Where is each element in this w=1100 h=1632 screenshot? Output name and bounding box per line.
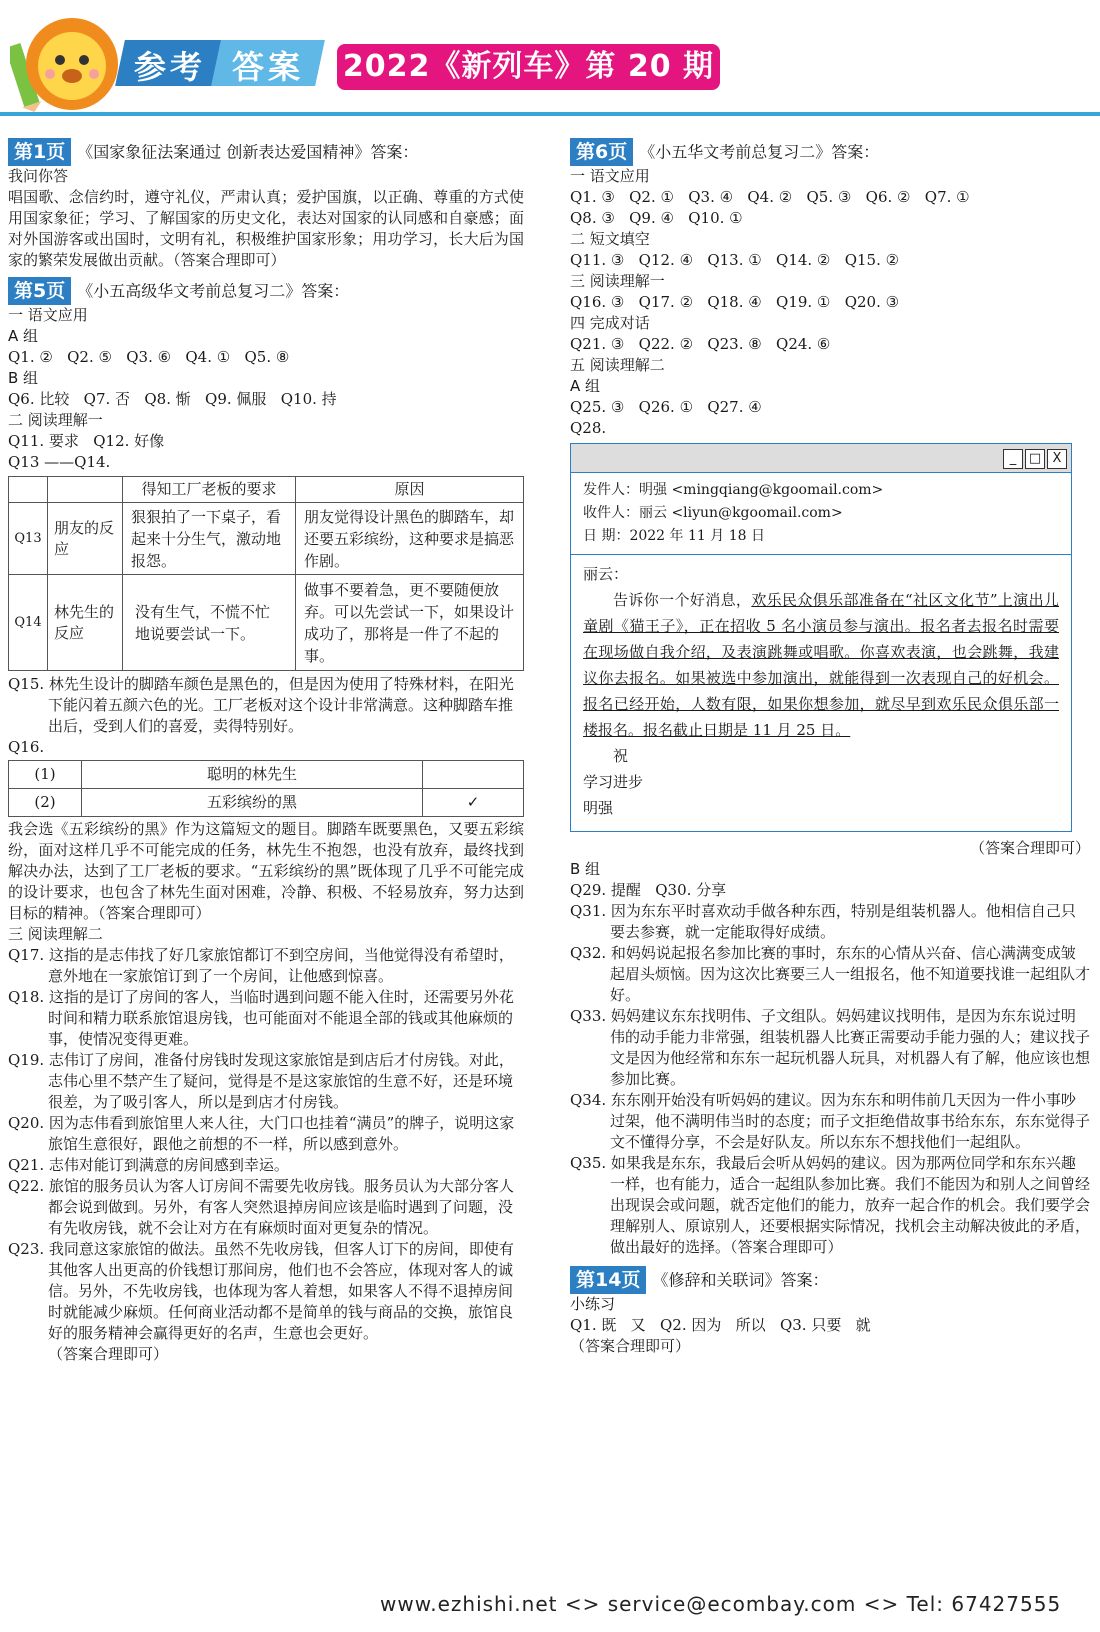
answer-paragraph: Q34. 东东刚开始没有听妈妈的建议。因为东东和明伟前几天因为一件小事吵过架，他不满明伟当时的态度；而子文拒绝借故事书给东东，东东觉得子文不懂得分享，不会是好队友。所以东东不想找他们一起组队。	[570, 1091, 1091, 1151]
email-lead: 告诉你一个好消息，	[613, 591, 752, 609]
table-cell: Q13	[9, 503, 48, 575]
table-header: 得知工厂老板的要求	[123, 477, 296, 503]
issue-title: 2022《新列车》第 20 期	[337, 44, 720, 90]
banner-text-2: 答案	[232, 48, 305, 86]
section-title: 《小五高级华文考前总复习二》答案：	[77, 281, 350, 301]
sub-heading: 四 完成对话	[570, 314, 650, 332]
group-label: B 组	[8, 369, 39, 387]
table-row	[9, 575, 524, 671]
reaction-table	[8, 476, 524, 671]
answer-paragraph: Q31. 因为东东平时喜欢动手做各种东西，特别是组装机器人。他相信自己只要去参赛，就一定能取得好成绩。	[570, 902, 1076, 941]
answer-line: Q29. 提醒 Q30. 分享	[570, 881, 727, 899]
sub-heading: 五 阅读理解二	[570, 356, 665, 374]
email-from: 发件人：明强 <mingqiang@kgoomail.com>	[583, 482, 884, 498]
header-rule	[0, 112, 1100, 116]
table-cell: 做事不要着急，更不要随便放弃。可以先尝试一下，如果设计成功了，那将是一件了不起的事。	[296, 575, 524, 671]
title-choice-table	[8, 760, 524, 817]
right-column	[570, 138, 1090, 1357]
section-title: 《国家象征法案通过 创新表达爱国精神》答案：	[77, 142, 419, 162]
answer-line: Q21. ③ Q22. ② Q23. ⑧ Q24. ⑥	[570, 335, 831, 353]
table-cell: 没有生气，不慌不忙地说要尝试一下。	[123, 575, 296, 671]
footer-contact: www.ezhishi.net <> service@ecombay.com <> Tel: 67427555	[380, 1592, 1062, 1616]
sub-heading: 小练习	[570, 1295, 616, 1313]
answer-paragraph: Q17. 这指的是志伟找了好几家旅馆都订不到空房间，当他觉得没有希望时，意外地在一家旅馆订到了一个房间，让他感到惊喜。	[8, 946, 514, 985]
answer-paragraph: Q32. 和妈妈说起报名参加比赛的事时，东东的心情从兴奋、信心满满变成皱起眉头烦恼。因为这次比赛要三人一组报名，他不知道要找谁一起组队才好。	[570, 944, 1091, 1004]
answer-line: Q25. ③ Q26. ① Q27. ④	[570, 398, 762, 416]
sub-heading: 二 阅读理解一	[8, 411, 103, 429]
email-greeting: 丽云：	[583, 565, 629, 583]
answer-line: Q11. ③ Q12. ④ Q13. ① Q14. ② Q15. ②	[570, 251, 900, 269]
window-titlebar	[571, 444, 1071, 473]
group-label: B 组	[570, 860, 601, 878]
answer-note: （答案合理即可）	[48, 1345, 169, 1363]
answer-line: Q16.	[8, 738, 45, 756]
answer-line: Q1. ② Q2. ⑤ Q3. ⑥ Q4. ① Q5. ⑧	[8, 348, 290, 366]
email-header	[571, 473, 1071, 555]
sub-heading: 三 阅读理解一	[570, 272, 665, 290]
section-title: 《小五华文考前总复习二》答案：	[639, 142, 880, 162]
table-cell: 五彩缤纷的黑	[82, 789, 423, 817]
sub-heading: 二 短文填空	[570, 230, 650, 248]
email-to: 收件人：丽云 <liyun@kgoomail.com>	[583, 505, 843, 521]
section-title: 《修辞和关联词》答案：	[652, 1270, 829, 1290]
answer-paragraph: Q19. 志伟订了房间，准备付房钱时发现这家旅馆是到店后才付房钱。对此，志伟心里不禁产生了疑问，觉得是不是这家旅馆的生意不好，还是环境很差，为了吸引客人，所以是到店才付房钱。	[8, 1051, 514, 1111]
answer-text: 唱国歌、念信约时，遵守礼仪，严肃认真；爱护国旗，以正确、尊重的方式使用国家象征；学习、了解国家的历史文化，表达对国家的认同感和自豪感；面对外国游客或出国时，文明有礼，积极维护国家形象；用功学习，长大后为国家的繁荣发展做出贡献。（答案合理即可）	[8, 188, 524, 269]
page-tag: 第5页	[8, 277, 71, 305]
email-signature: 明强	[583, 799, 614, 817]
answer-line: Q6. 比较 Q7. 否 Q8. 惭 Q9. 佩服 Q10. 持	[8, 390, 337, 408]
group-label: A 组	[570, 377, 601, 395]
table-cell: 狠狠拍了一下桌子，看起来十分生气，激动地报怨。	[123, 503, 296, 575]
section-page-5	[8, 277, 524, 1365]
answer-paragraph: Q21. 志伟对能订到满意的房间感到幸运。	[8, 1156, 289, 1174]
lion-pencil-mascot-icon	[10, 14, 130, 114]
email-date: 日 期：2022 年 11 月 18 日	[583, 528, 765, 544]
table-cell: (2)	[9, 789, 82, 817]
section-page-14	[570, 1266, 1090, 1357]
maximize-icon[interactable]: □	[1025, 449, 1045, 469]
answer-line: Q8. ③ Q9. ④ Q10. ①	[570, 209, 743, 227]
answer-note: （答案合理即可）	[969, 839, 1090, 857]
table-cell	[423, 761, 524, 789]
answer-paragraph: Q15. 林先生设计的脚踏车颜色是黑色的，但是因为使用了特殊材料，在阳光下能闪着五颜六色的光。工厂老板对这个设计非常满意。这种脚踏车推出后，受到人们的喜爱，卖得特别好。	[8, 675, 514, 735]
answer-line: Q1. 既 又 Q2. 因为 所以 Q3. 只要 就	[570, 1316, 871, 1334]
sub-heading: 三 阅读理解二	[8, 925, 103, 943]
answer-paragraph: 我会选《五彩缤纷的黑》作为这篇短文的题目。脚踏车既要黑色，又要五彩缤纷，面对这样几乎不可能完成的任务，林先生不抱怨，也没有放弃，最终找到解决办法，达到了工厂老板的要求。“五彩缤纷的黑”既体现了几乎不可能完成的设计要求，也包含了林先生面对困难，冷静、积极、不轻易放弃，努力达到目标的精神。（答案合理即可）	[8, 820, 524, 922]
page-tag: 第14页	[570, 1266, 646, 1294]
table-header: 原因	[296, 477, 524, 503]
sub-heading: 一 语文应用	[8, 306, 88, 324]
section-page-6	[570, 138, 1090, 1258]
answer-paragraph: Q35. 如果我是东东，我最后会听从妈妈的建议。因为那两位同学和东东兴趣一样，也有能力，适合一起组队参加比赛。我们不能因为和别人之间曾经出现误会或问题，就否定他们的能力，放弃一起合作的机会。我们要学会理解别人、原谅别人，还要根据实际情况，找机会主动解决彼此的矛盾，做出最好的选择。（答案合理即可）	[570, 1154, 1091, 1256]
answer-line: Q16. ③ Q17. ② Q18. ④ Q19. ① Q20. ③	[570, 293, 900, 311]
page-tag: 第6页	[570, 138, 633, 166]
answer-paragraph: Q20. 因为志伟看到旅馆里人来人往，大门口也挂着“满员”的牌子，说明这家旅馆生意很好，跟他之前想的不一样，所以感到意外。	[8, 1114, 515, 1153]
close-icon[interactable]: X	[1047, 449, 1067, 469]
page-header	[0, 0, 1100, 118]
answer-line: Q13 ——Q14.	[8, 453, 111, 471]
sub-heading: 我问你答	[8, 167, 69, 185]
email-wish-2: 学习进步	[583, 773, 644, 791]
left-column	[8, 138, 524, 1365]
section-page-1	[8, 138, 524, 271]
email-window	[570, 443, 1072, 832]
table-row	[9, 503, 524, 575]
answer-paragraph: Q23. 我同意这家旅馆的做法。虽然不先收房钱，但客人订下的房间，即使有其他客人出更高的价钱想订那间房，他们也不会答应，体现对客人的诚信。另外，不先收房钱，也体现为客人着想，如果客人不得不退掉房间时就能减少麻烦。任何商业活动都不是简单的钱与商品的交换，旅馆良好的服务精神会赢得更好的名声，生意也会更好。	[8, 1240, 514, 1342]
answer-banner	[120, 40, 320, 86]
answer-paragraph: Q18. 这指的是订了房间的客人，当临时遇到问题不能入住时，还需要另外花时间和精力联系旅馆退房钱，也可能面对不能退全部的钱或其他麻烦的事，使情况变得更难。	[8, 988, 514, 1048]
group-label: A 组	[8, 327, 39, 345]
minimize-icon[interactable]: _	[1003, 449, 1023, 469]
answer-paragraph: Q33. 妈妈建议东东找明伟、子文组队。妈妈建议找明伟，是因为东东说过明伟的动手能力非常强，组装机器人比赛正需要动手能力强的人；建议找子文是因为他经常和东东一起玩机器人玩具，对机器人有了解，他应该也想参加比赛。	[570, 1007, 1091, 1088]
email-body	[571, 555, 1071, 831]
table-cell: 朋友的反应	[48, 503, 123, 575]
answer-line: Q28.	[570, 419, 607, 437]
table-cell: 朋友觉得设计黑色的脚踏车，却还要五彩缤纷，这种要求是搞恶作剧。	[296, 503, 524, 575]
answer-note: （答案合理即可）	[570, 1337, 691, 1355]
table-cell: 聪明的林先生	[82, 761, 423, 789]
answer-paragraph: Q22. 旅馆的服务员认为客人订房间不需要先收房钱。服务员认为大部分客人都会说到做到。另外，有客人突然退掉房间应该是临时遇到了问题，没有先收房钱，就不会让对方在有麻烦时面对更复杂的情况。	[8, 1177, 514, 1237]
table-cell: (1)	[9, 761, 82, 789]
answer-line: Q1. ③ Q2. ① Q3. ④ Q4. ② Q5. ③ Q6. ② Q7. ①	[570, 188, 970, 206]
table-cell: Q14	[9, 575, 48, 671]
sub-heading: 一 语文应用	[570, 167, 650, 185]
table-cell: 林先生的反应	[48, 575, 123, 671]
email-wish: 祝	[613, 747, 629, 765]
checkmark-icon: ✓	[423, 789, 524, 817]
answer-line: Q11. 要求 Q12. 好像	[8, 432, 165, 450]
page-tag: 第1页	[8, 138, 71, 166]
email-content	[583, 587, 1059, 743]
banner-text-1: 参考	[134, 48, 207, 86]
email-main-text: 欢乐民众俱乐部准备在“社区文化节”上演出儿童剧《猫王子》，正在招收 5 名小演员参与演出。报名者去报名时需要在现场做自我介绍，及表演跳舞或唱歌。你喜欢表演，也会跳舞，我建议你去报名。如果被选中参加演出，就能得到一次表现自己的好机会。报名已经开始，人数有限，如果你想参加，就尽早到欢乐民众俱乐部一楼报名。报名截止日期是 11 月 25 日。	[583, 591, 1059, 739]
